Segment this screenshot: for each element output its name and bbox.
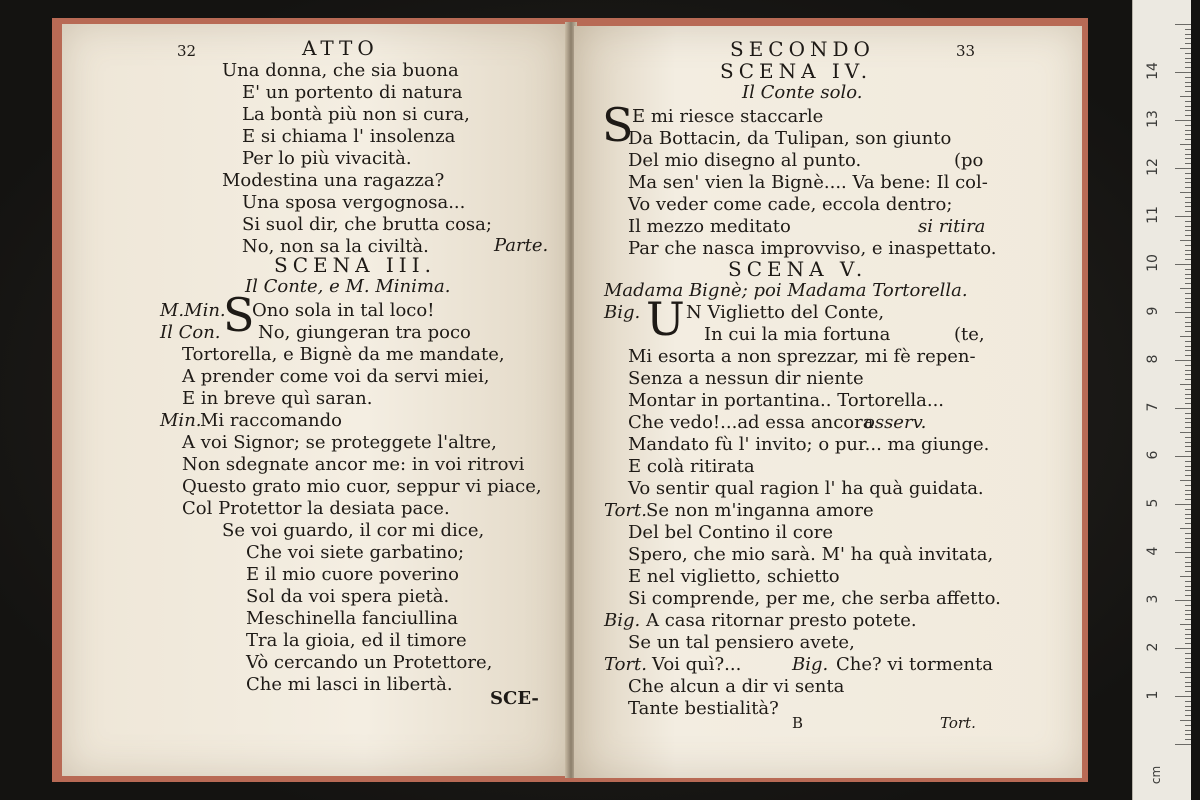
ruler-tick: [1185, 202, 1191, 203]
verse-line: E mi riesce staccarle: [632, 106, 824, 127]
verse-line: Par che nasca improvviso, e inaspettato.: [628, 238, 997, 259]
speaker-label: Big.: [604, 302, 641, 323]
ruler-tick: [1185, 293, 1191, 294]
ruler-tick: [1175, 504, 1191, 505]
verse-line: Si comprende, per me, che serba affetto.: [628, 588, 1001, 609]
ruler-tick: [1185, 389, 1191, 390]
verse-line: Ono sola in tal loco!: [252, 300, 435, 321]
verse-line: A casa ritornar presto potete.: [646, 610, 917, 631]
verse-line: Il mezzo meditato: [628, 216, 791, 237]
verse-line: Senza a nessun dir niente: [628, 368, 864, 389]
verse-line: Montar in portantina.. Tortorella...: [628, 390, 945, 411]
measurement-ruler: [1132, 0, 1191, 800]
ruler-tick: [1185, 427, 1191, 428]
ruler-number: 3: [1145, 594, 1161, 604]
verse-line: E in breve quì saran.: [182, 388, 373, 409]
ruler-tick: [1175, 456, 1191, 457]
ruler-tick: [1185, 470, 1191, 471]
ruler-tick: [1185, 278, 1191, 279]
drop-capital: S: [223, 288, 255, 342]
verse-line: Da Bottacin, da Tulipan, son giunto: [628, 128, 952, 149]
ruler-tick: [1175, 312, 1191, 313]
verse-line: Spero, che mio sarà. M' ha quà invitata,: [628, 544, 994, 565]
ruler-tick: [1185, 509, 1191, 510]
verse-line: Vo sentir qual ragion l' ha quà guidata.: [628, 478, 984, 499]
ruler-tick: [1185, 322, 1191, 323]
ruler-number: 8: [1145, 354, 1161, 364]
verse-line: Meschinella fanciullina: [246, 608, 458, 629]
verse-line: Mandato fù l' invito; o pur... ma giunge.: [628, 434, 990, 455]
ruler-tick: [1185, 43, 1191, 44]
ruler-tick: [1185, 350, 1191, 351]
ruler-tick: [1185, 245, 1191, 246]
ruler-tick: [1185, 403, 1191, 404]
ruler-tick: [1185, 394, 1191, 395]
verse-line: Tante bestialità?: [628, 698, 779, 719]
ruler-tick: [1185, 197, 1191, 198]
ruler-tick: [1180, 288, 1191, 289]
ruler-tick: [1185, 610, 1191, 611]
ruler-tick: [1185, 682, 1191, 683]
ruler-tick: [1185, 562, 1191, 563]
speaker-label: Big.: [604, 610, 641, 631]
ruler-tick: [1185, 163, 1191, 164]
ruler-tick: [1175, 744, 1191, 745]
ruler-tick: [1185, 422, 1191, 423]
verse-line: Questo grato mio cuor, seppur vi piace,: [182, 476, 542, 497]
verse-line: La bontà più non si cura,: [242, 104, 470, 125]
ruler-tick: [1185, 533, 1191, 534]
ruler-tick: [1175, 600, 1191, 601]
ruler-tick: [1185, 590, 1191, 591]
ruler-number: 14: [1145, 62, 1161, 80]
ruler-tick: [1185, 29, 1191, 30]
verse-line: Tra la gioia, ed il timore: [246, 630, 467, 651]
ruler-tick: [1185, 82, 1191, 83]
ruler-tick: [1185, 130, 1191, 131]
ruler-tick: [1185, 178, 1191, 179]
ruler-tick: [1180, 144, 1191, 145]
ruler-tick: [1175, 264, 1191, 265]
ruler-tick: [1185, 581, 1191, 582]
signature-mark: B: [792, 714, 804, 732]
ruler-tick: [1185, 614, 1191, 615]
verse-line: Del bel Contino il core: [628, 522, 833, 543]
ruler-tick: [1185, 341, 1191, 342]
scene-characters: Madama Bignè; poi Madama Tortorella.: [604, 280, 968, 301]
ruler-tick: [1185, 139, 1191, 140]
ruler-tick: [1180, 336, 1191, 337]
ruler-tick: [1185, 437, 1191, 438]
ruler-tick: [1185, 62, 1191, 63]
ruler-tick: [1185, 269, 1191, 270]
ruler-tick: [1185, 485, 1191, 486]
ruler-tick: [1185, 370, 1191, 371]
ruler-tick: [1185, 365, 1191, 366]
speaker-label: Il Con.: [160, 322, 221, 343]
ruler-tick: [1175, 648, 1191, 649]
ruler-tick: [1185, 298, 1191, 299]
ruler-tick: [1185, 538, 1191, 539]
ruler-tick: [1185, 566, 1191, 567]
ruler-tick: [1185, 451, 1191, 452]
ruler-number: 9: [1145, 306, 1161, 316]
ruler-tick: [1180, 432, 1191, 433]
scene-characters: Il Conte solo.: [742, 82, 863, 103]
ruler-tick: [1180, 384, 1191, 385]
catchword: Tort.: [940, 714, 976, 732]
ruler-tick: [1175, 408, 1191, 409]
ruler-tick: [1175, 168, 1191, 169]
ruler-tick: [1175, 72, 1191, 73]
drop-capital: S: [602, 98, 634, 152]
ruler-tick: [1185, 418, 1191, 419]
scene-heading: SCENA V.: [728, 257, 868, 281]
ruler-tick: [1185, 595, 1191, 596]
ruler-tick: [1185, 355, 1191, 356]
running-head: ATTO: [302, 36, 379, 60]
ruler-tick: [1185, 514, 1191, 515]
verse-line: E si chiama l' insolenza: [242, 126, 456, 147]
ruler-tick: [1185, 173, 1191, 174]
ruler-tick: [1185, 475, 1191, 476]
scene-heading: SCENA III.: [274, 253, 436, 277]
turnover-fragment: (te,: [954, 324, 985, 345]
ruler-number: 1: [1145, 690, 1161, 700]
ruler-number: 13: [1145, 110, 1161, 128]
ruler-tick: [1185, 206, 1191, 207]
ruler-tick: [1180, 576, 1191, 577]
drop-capital: U: [646, 292, 685, 346]
ruler-tick: [1185, 677, 1191, 678]
ruler-tick: [1185, 259, 1191, 260]
verse-line: N Viglietto del Conte,: [686, 302, 885, 323]
ruler-tick: [1175, 696, 1191, 697]
ruler-number: 4: [1145, 546, 1161, 556]
verse-line: Mi raccomando: [200, 410, 342, 431]
verse-line: Che vedo!...ad essa ancora: [628, 412, 874, 433]
ruler-tick: [1180, 528, 1191, 529]
ruler-tick: [1185, 154, 1191, 155]
verse-line: Ma sen' vien la Bignè.... Va bene: Il col-: [628, 172, 988, 193]
ruler-tick: [1185, 149, 1191, 150]
ruler-tick: [1185, 571, 1191, 572]
verse-line: E' un portento di natura: [242, 82, 463, 103]
ruler-tick: [1185, 58, 1191, 59]
verse-line: Non sdegnate ancor me: in voi ritrovi: [182, 454, 525, 475]
ruler-tick: [1185, 701, 1191, 702]
speaker-label: Big.: [792, 654, 829, 675]
ruler-tick: [1185, 307, 1191, 308]
ruler-tick: [1185, 134, 1191, 135]
ruler-tick: [1185, 490, 1191, 491]
scene-heading: SCENA IV.: [720, 59, 873, 83]
ruler-tick: [1185, 667, 1191, 668]
verse-line: Col Protettor la desiata pace.: [182, 498, 450, 519]
ruler-tick: [1185, 331, 1191, 332]
ruler-tick: [1185, 442, 1191, 443]
ruler-tick: [1185, 619, 1191, 620]
ruler-tick: [1185, 38, 1191, 39]
ruler-tick: [1185, 547, 1191, 548]
verse-line: Una sposa vergognosa...: [242, 192, 466, 213]
ruler-tick: [1185, 230, 1191, 231]
ruler-tick: [1185, 494, 1191, 495]
verse-line: E il mio cuore poverino: [246, 564, 459, 585]
ruler-tick: [1185, 274, 1191, 275]
verse-line: Che mi lasci in libertà.: [246, 674, 453, 695]
ruler-tick: [1185, 725, 1191, 726]
ruler-tick: [1185, 101, 1191, 102]
verse-line: A voi Signor; se proteggete l'altre,: [182, 432, 497, 453]
verse-line: Che voi siete garbatino;: [246, 542, 465, 563]
ruler-tick: [1185, 523, 1191, 524]
ruler-tick: [1185, 653, 1191, 654]
verse-line: Modestina una ragazza?: [222, 170, 445, 191]
ruler-tick: [1185, 53, 1191, 54]
ruler-tick: [1185, 557, 1191, 558]
ruler-number: 7: [1145, 402, 1161, 412]
ruler-tick: [1185, 730, 1191, 731]
ruler-tick: [1185, 221, 1191, 222]
ruler-tick: [1175, 216, 1191, 217]
ruler-tick: [1185, 125, 1191, 126]
left-page: [62, 24, 567, 776]
speaker-label: Tort.: [604, 654, 648, 675]
ruler-number: 5: [1145, 498, 1161, 508]
ruler-tick: [1175, 120, 1191, 121]
ruler-tick: [1185, 634, 1191, 635]
ruler-tick: [1180, 48, 1191, 49]
verse-line: Che alcun a dir vi senta: [628, 676, 845, 697]
ruler-tick: [1180, 192, 1191, 193]
ruler-tick: [1185, 629, 1191, 630]
ruler-tick: [1180, 624, 1191, 625]
verse-line: Del mio disegno al punto.: [628, 150, 862, 171]
ruler-tick: [1185, 446, 1191, 447]
ruler-tick: [1185, 317, 1191, 318]
ruler-tick: [1185, 182, 1191, 183]
verse-line: Si suol dir, che brutta cosa;: [242, 214, 492, 235]
verse-line: Se voi guardo, il cor mi dice,: [222, 520, 485, 541]
verse-line: Vò cercando un Protettore,: [246, 652, 493, 673]
verse-line: Se non m'inganna amore: [646, 500, 874, 521]
speaker-label: Min.: [160, 410, 202, 431]
ruler-tick: [1185, 691, 1191, 692]
ruler-unit: cm: [1149, 765, 1164, 785]
ruler-tick: [1180, 240, 1191, 241]
verse-line: Che? vi tormenta: [836, 654, 993, 675]
ruler-number: 10: [1145, 254, 1161, 272]
ruler-tick: [1185, 346, 1191, 347]
ruler-tick: [1185, 110, 1191, 111]
ruler-tick: [1185, 739, 1191, 740]
ruler-tick: [1175, 24, 1191, 25]
verse-line: Se un tal pensiero avete,: [628, 632, 855, 653]
verse-line: E colà ritirata: [628, 456, 755, 477]
verse-line: Sol da voi spera pietà.: [246, 586, 450, 607]
verse-line: Tortorella, e Bignè da me mandate,: [182, 344, 505, 365]
ruler-tick: [1185, 499, 1191, 500]
ruler-tick: [1185, 658, 1191, 659]
ruler-tick: [1185, 250, 1191, 251]
page-number: 32: [177, 42, 197, 60]
speaker-label: M.Min.: [160, 300, 226, 321]
catchword: SCE-: [490, 688, 539, 709]
ruler-tick: [1185, 254, 1191, 255]
ruler-tick: [1175, 552, 1191, 553]
ruler-tick: [1185, 115, 1191, 116]
ruler-number: 12: [1145, 158, 1161, 176]
ruler-tick: [1185, 226, 1191, 227]
verse-line: Una donna, che sia buona: [222, 60, 459, 81]
ruler-tick: [1185, 638, 1191, 639]
ruler-number: 11: [1145, 206, 1161, 224]
ruler-tick: [1185, 302, 1191, 303]
right-page: [574, 26, 1082, 778]
speaker-label: Tort.: [604, 500, 648, 521]
ruler-number: 6: [1145, 450, 1161, 460]
ruler-tick: [1185, 398, 1191, 399]
ruler-tick: [1185, 715, 1191, 716]
ruler-tick: [1185, 686, 1191, 687]
ruler-tick: [1185, 187, 1191, 188]
verse-line: In cui la mia fortuna: [704, 324, 891, 345]
verse-line: Mi esorta a non sprezzar, mi fè repen-: [628, 346, 976, 367]
ruler-tick: [1180, 480, 1191, 481]
verse-line: Voi quì?...: [652, 654, 742, 675]
verse-line: Vo veder come cade, eccola dentro;: [628, 194, 953, 215]
verse-line: A prender come voi da servi miei,: [182, 366, 490, 387]
ruler-tick: [1185, 542, 1191, 543]
turnover-fragment: (po: [954, 150, 984, 171]
verse-line: E nel viglietto, schietto: [628, 566, 840, 587]
ruler-tick: [1185, 518, 1191, 519]
verse-line: No, non sa la civiltà.: [242, 236, 429, 257]
ruler-tick: [1185, 158, 1191, 159]
ruler-tick: [1185, 710, 1191, 711]
ruler-tick: [1185, 379, 1191, 380]
ruler-tick: [1185, 211, 1191, 212]
ruler-tick: [1185, 734, 1191, 735]
running-head: SECONDO: [730, 37, 875, 61]
stage-direction: Parte.: [494, 235, 549, 256]
ruler-tick: [1185, 235, 1191, 236]
ruler-tick: [1180, 672, 1191, 673]
ruler-tick: [1185, 461, 1191, 462]
ruler-tick: [1185, 106, 1191, 107]
ruler-tick: [1185, 86, 1191, 87]
ruler-tick: [1185, 643, 1191, 644]
ruler-tick: [1185, 706, 1191, 707]
ruler-tick: [1185, 466, 1191, 467]
verse-line: No, giungeran tra poco: [258, 322, 471, 343]
scene-characters: Il Conte, e M. Minima.: [245, 276, 451, 297]
ruler-tick: [1185, 283, 1191, 284]
stage-direction: osserv.: [864, 412, 927, 433]
ruler-tick: [1185, 91, 1191, 92]
ruler-tick: [1185, 34, 1191, 35]
ruler-tick: [1180, 96, 1191, 97]
verse-line: Per lo più vivacità.: [242, 148, 412, 169]
ruler-tick: [1185, 67, 1191, 68]
ruler-number: 2: [1145, 642, 1161, 652]
ruler-tick: [1185, 413, 1191, 414]
ruler-tick: [1185, 605, 1191, 606]
page-number: 33: [956, 42, 976, 60]
ruler-tick: [1175, 360, 1191, 361]
stage-direction: si ritira: [918, 216, 986, 237]
ruler-tick: [1185, 586, 1191, 587]
ruler-tick: [1185, 662, 1191, 663]
ruler-tick: [1180, 720, 1191, 721]
ruler-tick: [1185, 77, 1191, 78]
ruler-tick: [1185, 326, 1191, 327]
ruler-tick: [1185, 374, 1191, 375]
